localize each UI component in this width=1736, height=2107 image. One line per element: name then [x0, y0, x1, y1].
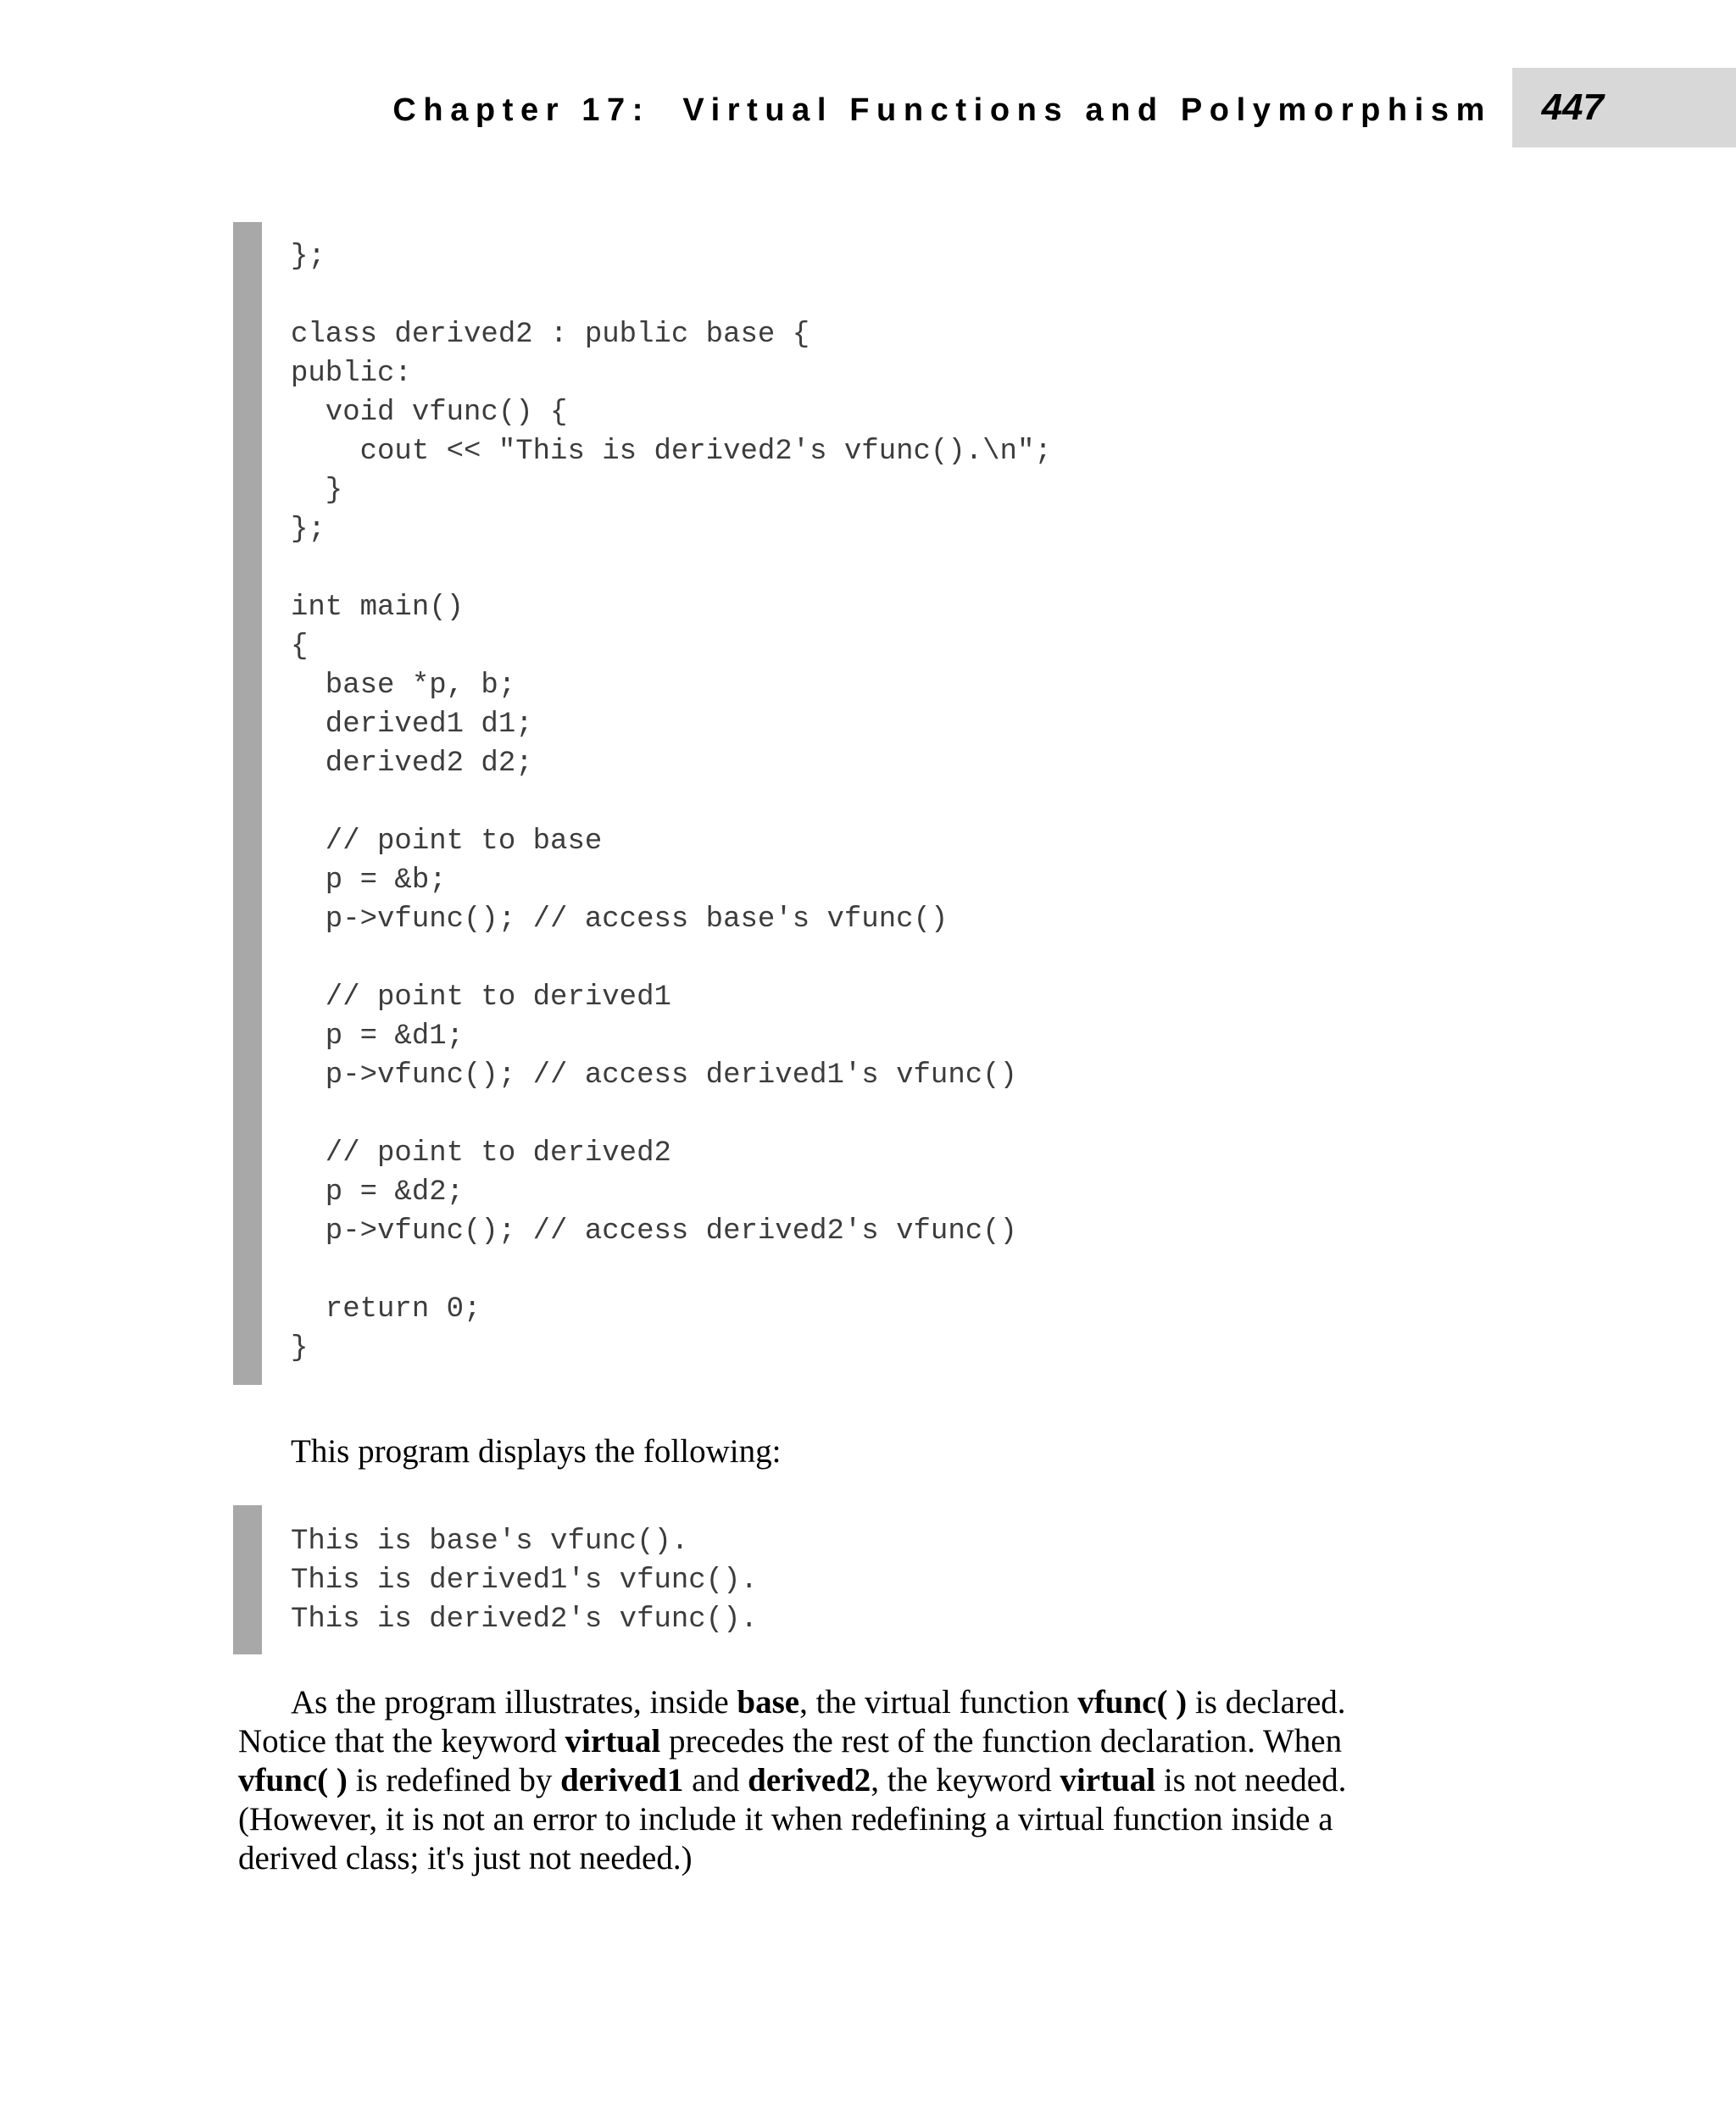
explanation-paragraph: [238, 1683, 1442, 1878]
paragraph-line: [238, 1683, 1442, 1722]
output-line: This is derived1's vfunc().: [291, 1565, 758, 1597]
keyword-derived2: derived2: [748, 1762, 871, 1798]
code-line: return 0;: [291, 1293, 481, 1326]
code-line: cout << "This is derived2's vfunc().\n";: [291, 436, 1052, 468]
paragraph-text: Notice that the keyword: [238, 1723, 565, 1760]
code-line: }: [291, 475, 343, 507]
code-line: p->vfunc(); // access derived2's vfunc(): [291, 1215, 1017, 1248]
code-line: [291, 1095, 1052, 1134]
keyword-virtual: virtual: [565, 1723, 661, 1760]
paragraph-line: [238, 1800, 1442, 1839]
code-line: [291, 549, 1052, 588]
code-line: p = &d1;: [291, 1020, 465, 1053]
paragraph-text: As the program illustrates, inside: [291, 1684, 737, 1721]
code-line: p = &d2;: [291, 1176, 465, 1209]
page-number: 447: [1541, 86, 1604, 128]
paragraph-text: is declared.: [1187, 1684, 1346, 1721]
code-line: // point to base: [291, 826, 603, 858]
paragraph-text: , the virtual function: [799, 1684, 1078, 1721]
code-line: p->vfunc(); // access base's vfunc(): [291, 903, 949, 936]
code-line: int main(): [291, 592, 465, 624]
keyword-derived1: derived1: [560, 1762, 684, 1798]
paragraph-text: (However, it is not an error to include it when redefining a virtual function inside a: [238, 1801, 1333, 1837]
intro-text: This program displays the following:: [291, 1433, 782, 1470]
paragraph-line: [238, 1839, 1442, 1878]
paragraph-text: is redefined by: [347, 1762, 561, 1798]
code-line: [291, 783, 1052, 822]
code-line: p = &b;: [291, 864, 447, 897]
code-line: };: [291, 514, 326, 546]
code-line: {: [291, 631, 309, 663]
keyword-vfunc: vfunc( ): [1077, 1684, 1188, 1721]
code-line: // point to derived2: [291, 1137, 671, 1170]
code-line: };: [291, 241, 326, 273]
code-line: [291, 939, 1052, 978]
code-line: derived1 d1;: [291, 709, 533, 741]
page-number-tab: [1512, 68, 1736, 147]
paragraph-text: , the keyword: [871, 1762, 1060, 1798]
paragraph-text: derived class; it's just not needed.): [238, 1840, 693, 1876]
output-line: This is base's vfunc().: [291, 1526, 689, 1558]
output-line: This is derived2's vfunc().: [291, 1604, 758, 1636]
paragraph-text: precedes the rest of the function declaration. When: [660, 1723, 1343, 1760]
running-head: Chapter 17: Virtual Functions and Polymorphism: [392, 92, 1492, 128]
code-line: public:: [291, 358, 412, 390]
code-line: base *p, b;: [291, 670, 516, 702]
keyword-base: base: [737, 1684, 800, 1721]
keyword-virtual: virtual: [1060, 1762, 1156, 1798]
code-listing: [233, 222, 1052, 1385]
code-line: [291, 1251, 1052, 1290]
keyword-vfunc: vfunc( ): [238, 1762, 348, 1798]
code-line: class derived2 : public base {: [291, 319, 810, 351]
paragraph-text: and: [683, 1762, 748, 1798]
paragraph-text: is not needed.: [1155, 1762, 1347, 1798]
paragraph-line: [238, 1761, 1442, 1800]
code-line: [291, 276, 1052, 315]
code-line: // point to derived1: [291, 981, 671, 1014]
paragraph-line: [238, 1722, 1442, 1761]
code-line: derived2 d2;: [291, 748, 533, 780]
code-line: }: [291, 1332, 309, 1365]
code-line: p->vfunc(); // access derived1's vfunc(): [291, 1059, 1017, 1092]
output-listing: [233, 1505, 758, 1654]
code-line: void vfunc() {: [291, 397, 568, 429]
